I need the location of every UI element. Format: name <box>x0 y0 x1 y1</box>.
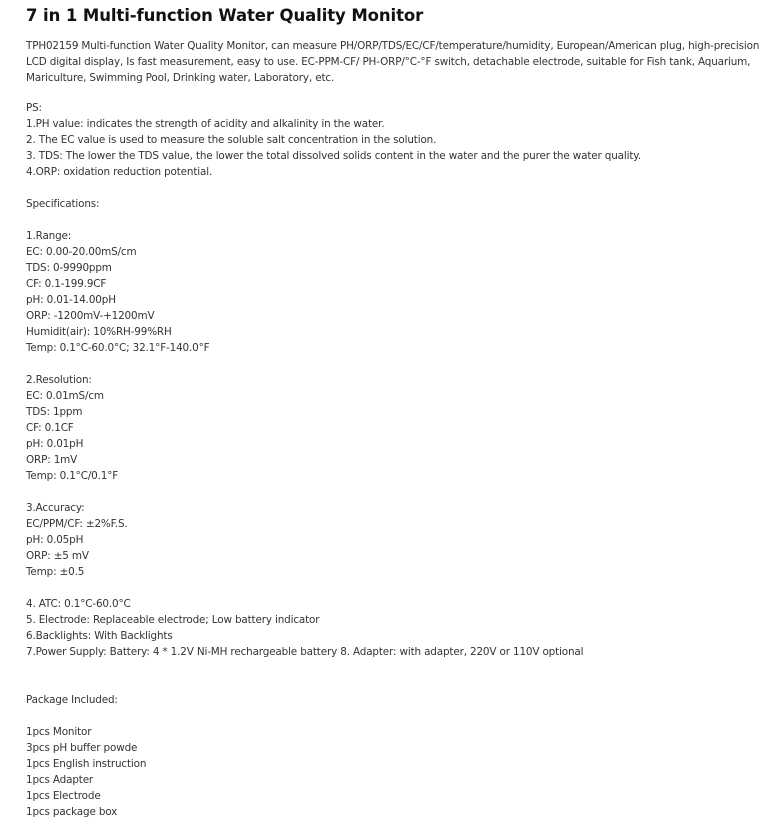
package-item: 1pcs Electrode <box>26 790 101 802</box>
range-item: pH: 0.01-14.00pH <box>26 294 116 306</box>
resolution-heading: 2.Resolution: <box>26 374 92 386</box>
range-item: ORP: -1200mV-+1200mV <box>26 310 155 322</box>
resolution-section <box>26 372 774 484</box>
ps-section <box>26 100 774 180</box>
package-heading: Package Included: <box>26 694 118 706</box>
range-item: EC: 0.00-20.00mS/cm <box>26 246 137 258</box>
accuracy-item: EC/PPM/CF: ±2%F.S. <box>26 518 128 530</box>
resolution-item: EC: 0.01mS/cm <box>26 390 104 402</box>
spec-item: 6.Backlights: With Backlights <box>26 630 173 642</box>
resolution-item: CF: 0.1CF <box>26 422 74 434</box>
product-description <box>26 5 774 820</box>
ps-item: 2. The EC value is used to measure the soluble salt concentration in the solution. <box>26 134 437 146</box>
other-specs-section <box>26 596 774 660</box>
range-item: CF: 0.1-199.9CF <box>26 278 107 290</box>
resolution-item: TDS: 1ppm <box>26 406 83 418</box>
package-item: 1pcs package box <box>26 806 118 818</box>
accuracy-section <box>26 500 774 580</box>
spec-item: 4. ATC: 0.1°C-60.0°C <box>26 598 131 610</box>
accuracy-item: ORP: ±5 mV <box>26 550 89 562</box>
intro-paragraph: TPH02159 Multi-function Water Quality Monitor, can measure PH/ORP/TDS/EC/CF/temperature/humidity, European/American plug, high-precision LCD digital display, Is fast measurement, easy to use. EC-PPM-CF/ PH-ORP/°C-°F switch, detachable electrode, suitable for Fish tank, Aquarium, Mariculture, Swimming Pool, Drinking water, Laboratory, etc. <box>26 40 760 84</box>
resolution-item: pH: 0.01pH <box>26 438 84 450</box>
range-item: TDS: 0-9990ppm <box>26 262 112 274</box>
range-heading: 1.Range: <box>26 230 72 242</box>
ps-item: 1.PH value: indicates the strength of acidity and alkalinity in the water. <box>26 118 385 130</box>
spec-item: 7.Power Supply: Battery: 4 * 1.2V Ni-MH rechargeable battery 8. Adapter: with adapter, 220V or 110V optional <box>26 646 584 658</box>
accuracy-heading: 3.Accuracy: <box>26 502 85 514</box>
package-section <box>26 692 774 820</box>
ps-item: 4.ORP: oxidation reduction potential. <box>26 166 213 178</box>
page-title: 7 in 1 Multi-function Water Quality Monitor <box>26 6 424 25</box>
spec-item: 5. Electrode: Replaceable electrode; Low battery indicator <box>26 614 320 626</box>
ps-item: 3. TDS: The lower the TDS value, the lower the total dissolved solids content in the water and the purer the water quality. <box>26 150 641 162</box>
package-item: 1pcs Monitor <box>26 726 92 738</box>
resolution-item: Temp: 0.1°C/0.1°F <box>26 470 119 482</box>
package-item: 1pcs English instruction <box>26 758 147 770</box>
accuracy-item: pH: 0.05pH <box>26 534 84 546</box>
range-section <box>26 228 774 356</box>
accuracy-item: Temp: ±0.5 <box>26 566 85 578</box>
range-item: Humidit(air): 10%RH-99%RH <box>26 326 172 338</box>
package-item: 3pcs pH buffer powde <box>26 742 138 754</box>
range-item: Temp: 0.1°C-60.0°C; 32.1°F-140.0°F <box>26 342 210 354</box>
specifications-heading: Specifications: <box>26 198 100 210</box>
ps-heading: PS: <box>26 102 42 114</box>
resolution-item: ORP: 1mV <box>26 454 78 466</box>
package-item: 1pcs Adapter <box>26 774 94 786</box>
